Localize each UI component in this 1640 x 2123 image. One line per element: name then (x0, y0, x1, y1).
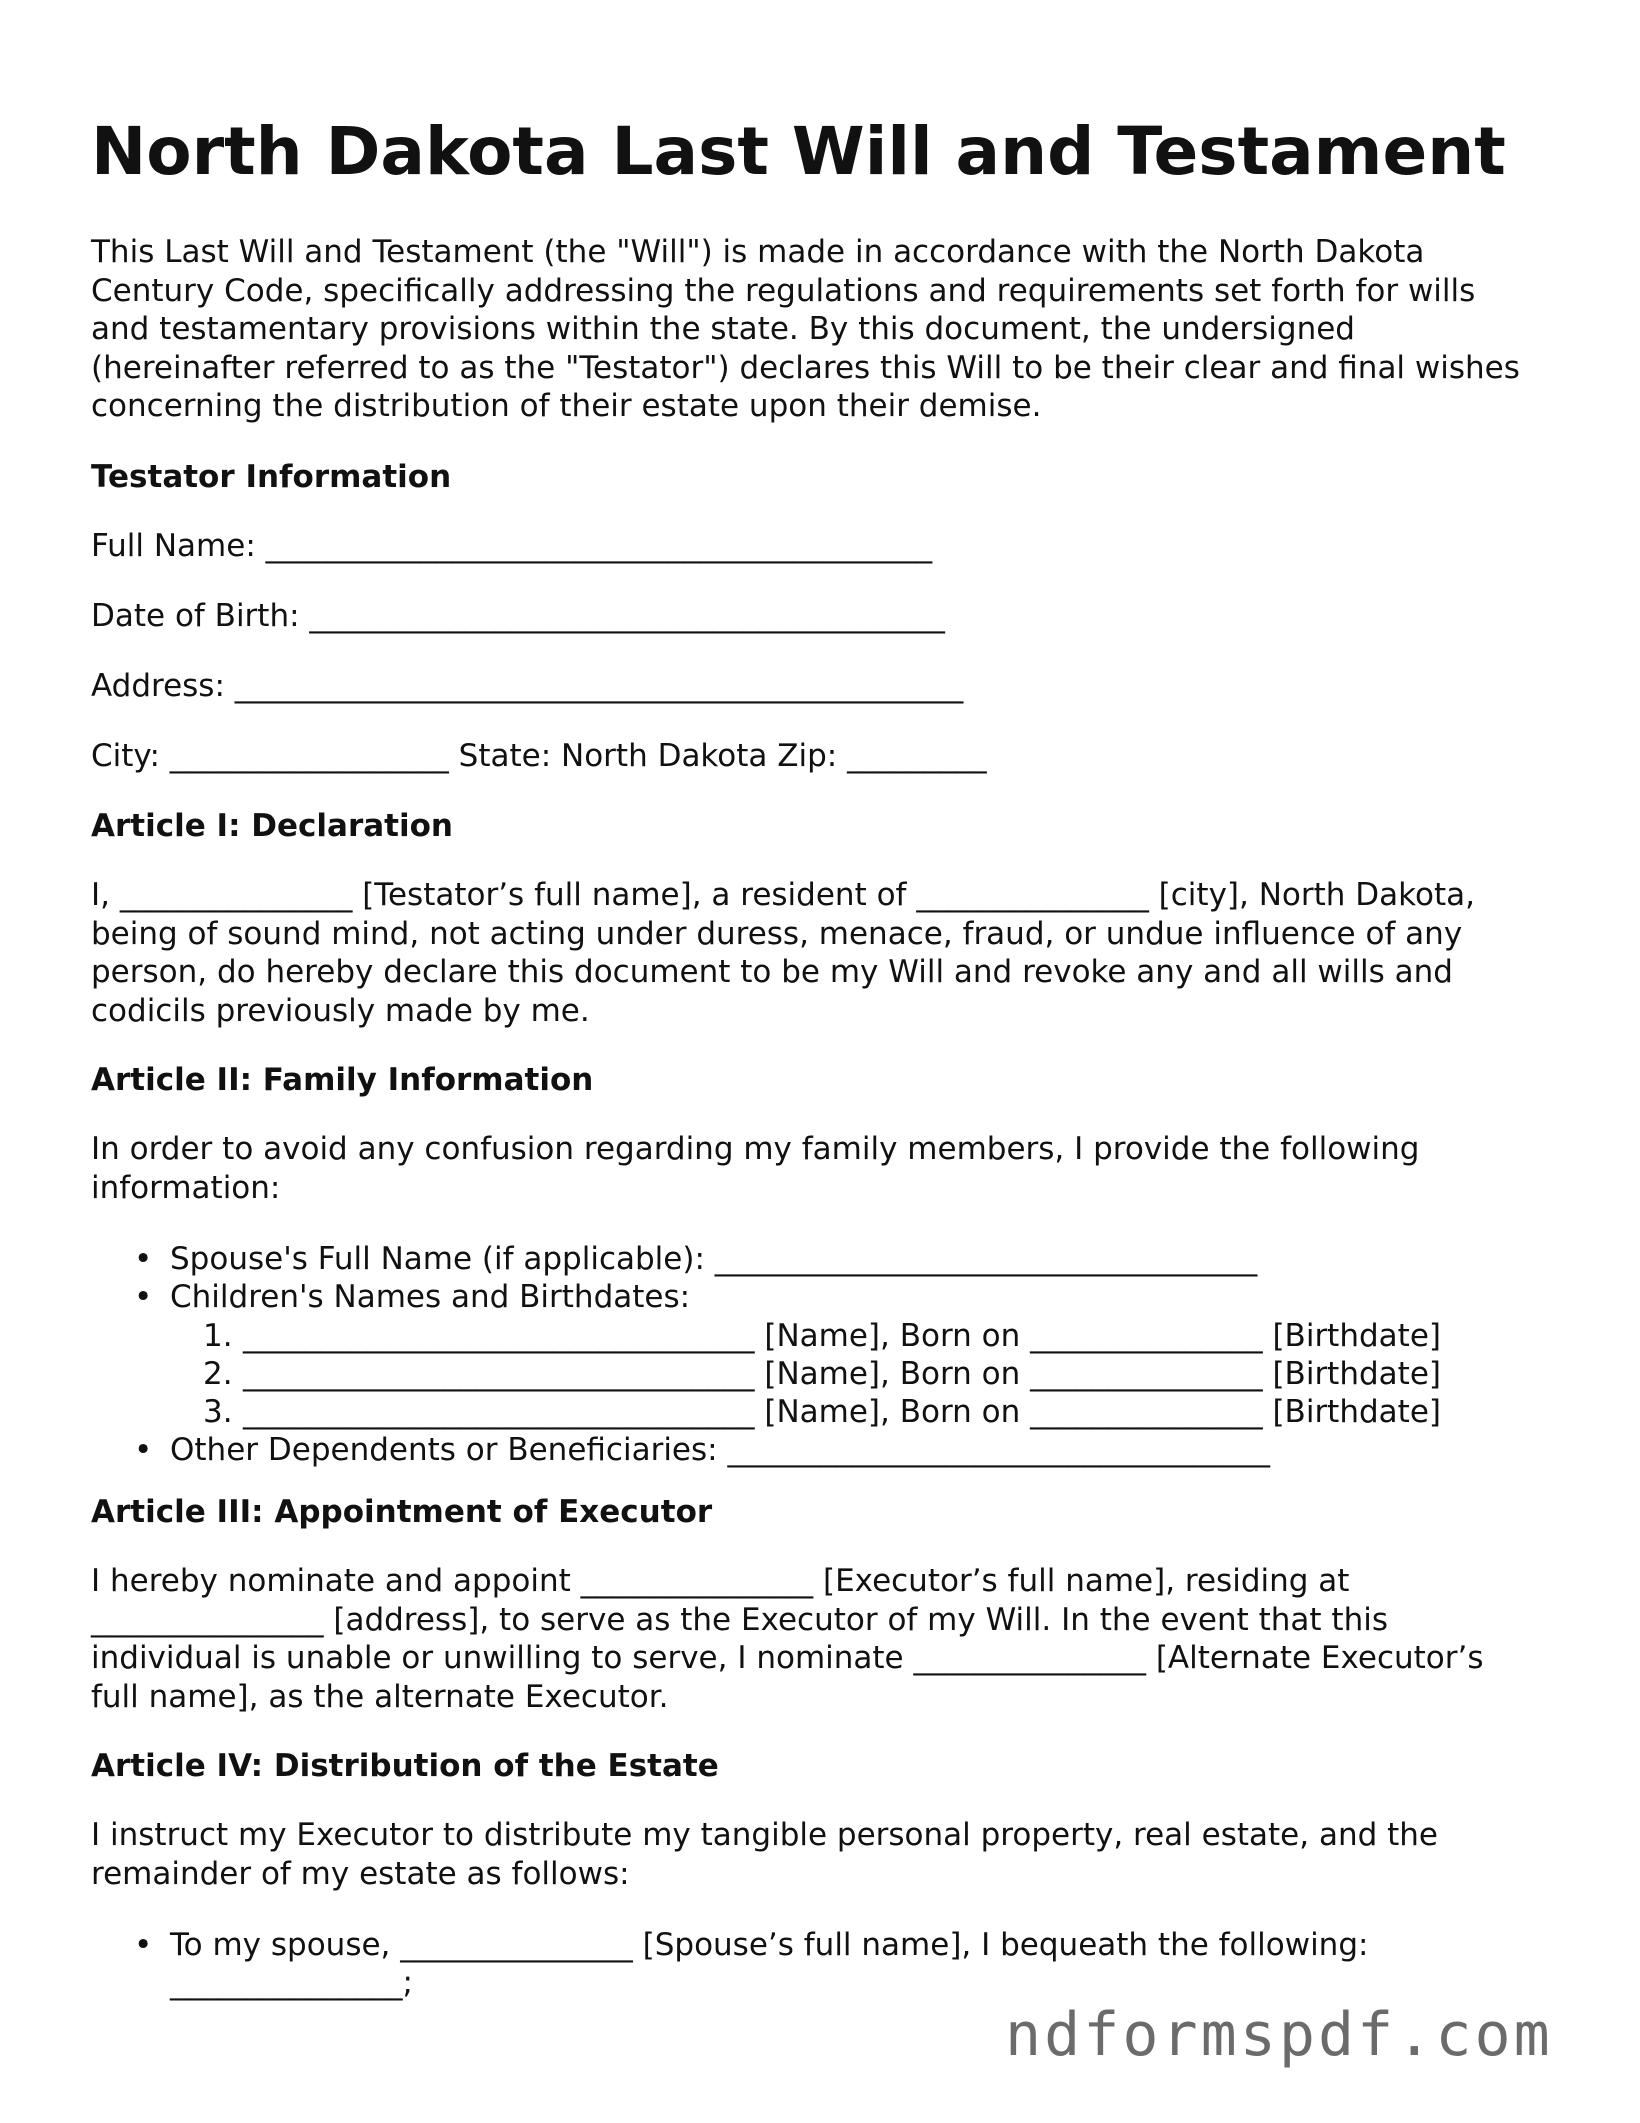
article-3-heading: Article III: Appointment of Executor (91, 1494, 713, 1530)
child-text: _________________________________ [Name], Born on _______________ [Birthdate] (243, 1317, 1441, 1354)
testator-heading: Testator Information (91, 459, 452, 495)
article-1-heading: Article I: Declaration (91, 808, 453, 844)
document-title: North Dakota Last Will and Testament (91, 113, 1506, 190)
article-2-heading: Article II: Family Information (91, 1062, 594, 1098)
spouse-bequest: To my spouse, _______________ [Spouse’s full name], I bequeath the following: _______________; (170, 1927, 1369, 2002)
watermark-text: ndformspdf.com (1005, 2000, 1553, 2070)
article-1-text: I, _______________ [Testator’s full name], a resident of _______________ [city], North Dakota, being of sound mind, not acting under duress, menace, fraud, or undue influence of any person, do hereby declare this document to be my Will and revoke any and all wills and codicils previously made by me. (91, 877, 1475, 1029)
distribution-list (91, 1926, 1531, 2003)
article-2-intro: In order to avoid any confusion regarding my family members, I provide the following information: (91, 1131, 1420, 1206)
article-4-intro: I instruct my Executor to distribute my tangible personal property, real estate, and the remainder of my estate as follows: (91, 1817, 1439, 1892)
spouse-name-field: Spouse's Full Name (if applicable): ___________________________________ (170, 1241, 1258, 1277)
city-state-zip-field: City: __________________ State: North Dakota Zip: _________ (91, 738, 987, 774)
article-3-text: I hereby nominate and appoint _______________ [Executor’s full name], residing at _______________ [address], to serve as the Executor of my Will. In the event that this individual is unable or unwilling to serve, I nominate _______________ [Alternate Executor’s full name], as the alternate Executor. (91, 1563, 1484, 1715)
child-text: _________________________________ [Name], Born on _______________ [Birthdate] (243, 1355, 1441, 1392)
list-item (91, 1926, 1531, 2003)
family-list (91, 1240, 1531, 1470)
dob-field: Date of Birth: _________________________________________ (91, 598, 945, 634)
list-item (91, 1431, 1531, 1469)
full-name-field: Full Name: ___________________________________________ (91, 528, 933, 564)
children-list (170, 1317, 1531, 1432)
children-label: Children's Names and Birthdates: (170, 1279, 691, 1316)
child-text: _________________________________ [Name], Born on _______________ [Birthdate] (243, 1394, 1441, 1431)
list-item (91, 1240, 1531, 1278)
address-field: Address: _______________________________________________ (91, 668, 964, 704)
child-row: 2. _________________________________ [Name], Born on _______________ [Birthdate] (203, 1355, 1441, 1392)
intro-paragraph: This Last Will and Testament (the "Will") is made in accordance with the North Dakota Century Code, specifically addressing the regulations and requirements set forth for wills and testamentary provisions within the state. By this document, the undersigned (hereinafter referred to as the "Testator") declares this Will to be their clear and final wishes concerning the distribution of their estate upon their demise. (91, 234, 1520, 424)
other-dependents-field: Other Dependents or Beneficiaries: ___________________________________ (170, 1432, 1270, 1469)
article-4-heading: Article IV: Distribution of the Estate (91, 1748, 719, 1784)
list-item (91, 1278, 1531, 1431)
child-row: 1. _________________________________ [Name], Born on _______________ [Birthdate] (203, 1317, 1441, 1354)
child-row: 3. _________________________________ [Name], Born on _______________ [Birthdate] (203, 1394, 1441, 1431)
